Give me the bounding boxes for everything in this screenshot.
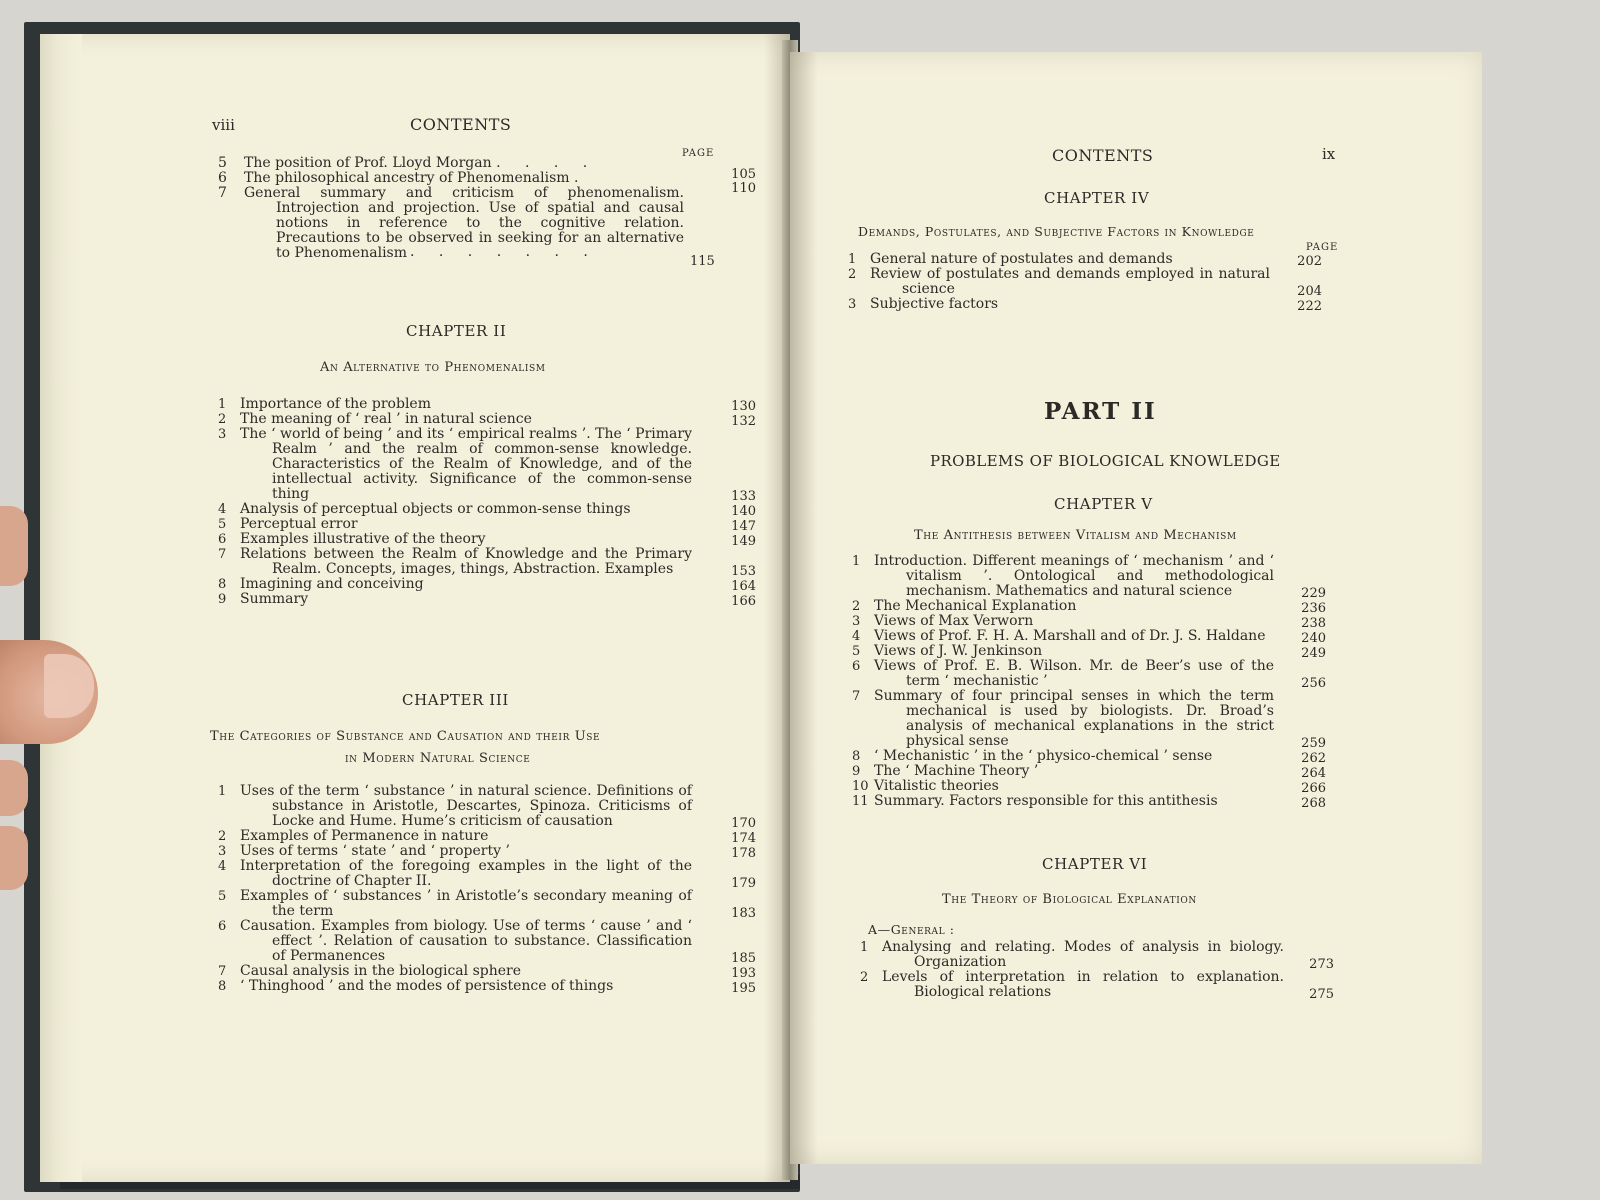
entry-text: The ‘ world of being ’ and its ‘ empirical realms ’. The ‘ Primary Realm ’ and the realm of common-sense knowledge. Characteristics of the Realm of Knowledge, and of the intellectual activity. Significance of the common-sense thing [240,426,692,502]
entry-text: Examples of Permanence in nature [240,828,489,844]
entry-page: 193 [731,966,756,981]
chapter-heading: CHAPTER VI [1042,855,1148,873]
entry-text: Subjective factors [870,296,999,312]
entry-text: Review of postulates and demands employed in natural science [870,266,1270,297]
left-running-head: CONTENTS [410,115,512,134]
entry-number: 7 [218,964,227,979]
entry-page: 259 [1301,736,1326,751]
entry-page: 178 [731,846,756,861]
entry-text: General nature of postulates and demands [870,251,1173,267]
leader-dots: . . . . [496,155,598,171]
entry-text: Uses of the term ‘ substance ’ in natural science. Definitions of substance in Aristotle, Descartes, Spinoza. Criticisms of Locke and Hume. Hume’s criticism of causation [240,783,692,829]
entry-number: 4 [852,629,861,644]
entry-number: 6 [218,532,227,547]
entry-page: 262 [1301,751,1326,766]
entry-page: 195 [731,981,756,996]
entry-number: 1 [848,252,857,267]
entry-page: 166 [731,594,756,609]
entry-text: Views of Prof. F. H. A. Marshall and of Dr. J. S. Haldane [874,628,1266,644]
right-page [790,52,1482,1164]
entry-text: Summary. Factors responsible for this antithesis [874,793,1218,809]
entry-number: 5 [218,155,227,171]
entry-page: 202 [1297,254,1322,269]
entry-text: Examples of ‘ substances ’ in Aristotle’s secondary meaning of the term [240,888,692,919]
entry-text: Views of Prof. E. B. Wilson. Mr. de Beer’s use of the term ‘ mechanistic ’ [874,658,1274,689]
left-page [40,34,790,1182]
entry-text: Causation. Examples from biology. Use of terms ‘ cause ’ and ‘ effect ’. Relation of causation to substance. Classification of Permanences [240,918,692,964]
entry-text: Introduction. Different meanings of ‘ mechanism ’ and ‘ vitalism ’. Ontological and methodological mechanism. Mathematics and natural science [874,553,1274,599]
entry-text: The philosophical ancestry of Phenomenalism [244,170,570,186]
entry-page: 164 [731,579,756,594]
entry-page: 264 [1301,766,1326,781]
entry-page: 174 [731,831,756,846]
entry-text: Examples illustrative of the theory [240,531,486,547]
chapter-title: The Categories of Substance and Causation and their Use [210,729,601,744]
entry-number: 5 [218,517,227,532]
entry-text: ‘ Mechanistic ’ in the ‘ physico-chemical ’ sense [874,748,1213,764]
entry-text: Vitalistic theories [874,778,999,794]
entry-number: 1 [860,940,869,955]
entry-text: Importance of the problem [240,396,431,412]
right-running-head: CONTENTS [1052,146,1154,165]
chapter-heading: CHAPTER II [406,322,507,340]
chapter-heading: CHAPTER III [402,691,509,709]
entry-text: The Mechanical Explanation [874,598,1077,614]
entry-text: Summary [240,591,309,607]
entry-text: ‘ Thinghood ’ and the modes of persistence of things [240,978,614,994]
entry-number: 2 [860,970,869,985]
entry-number: 8 [218,577,227,592]
entry-number: 1 [852,554,861,569]
entry-page: 140 [731,504,756,519]
right-page-label: PAGE [1306,242,1339,253]
entry-number: 7 [218,185,227,201]
entry-text: The ‘ Machine Theory ’ [874,763,1039,779]
entry-number: 10 [852,779,869,794]
left-folio: viii [212,116,235,134]
entry-number: 2 [848,267,857,282]
entry-text: Analysis of perceptual objects or common-sense things [240,501,631,517]
entry-number: 3 [852,614,861,629]
entry-page: 268 [1301,796,1326,811]
entry-number: 6 [218,170,227,186]
entry-page: 204 [1297,284,1322,299]
entry-text: Uses of terms ‘ state ’ and ‘ property ’ [240,843,510,859]
entry-number: 4 [218,502,227,517]
entry-text: Relations between the Realm of Knowledge and the Primary Realm. Concepts, images, things, Abstraction. Examples [240,546,692,577]
entry-text: Analysing and relating. Modes of analysis in biology. Organization [882,939,1284,970]
entry-page: 170 [731,816,756,831]
entry-page: 266 [1301,781,1326,796]
finger [0,826,28,890]
entry-number: 7 [218,547,227,562]
entry-number: 3 [218,844,227,859]
entry-page: 229 [1301,586,1326,601]
entry-text: The meaning of ‘ real ’ in natural science [240,411,532,427]
entry-number: 2 [852,599,861,614]
entry-number: 6 [218,919,227,934]
entry-number: 7 [852,689,861,704]
entry-page: 236 [1301,601,1326,616]
entry-text: Causal analysis in the biological sphere [240,963,522,979]
entry-page: 273 [1309,957,1334,972]
entry-page: 275 [1309,987,1334,1002]
entry-text: Interpretation of the foregoing examples in the light of the doctrine of Chapter II. [240,858,692,889]
entry-page: 185 [731,951,756,966]
entry-number: 4 [218,859,227,874]
chapter-title: Demands, Postulates, and Subjective Factors in Knowledge [858,224,1255,239]
entry-number: 1 [218,397,227,412]
entry-text: General summary and criticism of phenomenalism. Introjection and projection. Use of spatial and causal notions in reference to the cognitive relation. Precautions to be observed in seeking for an alternative to Phenomenalism [244,185,684,261]
entry-page: 115 [690,254,715,269]
entry-page: 249 [1301,646,1326,661]
entry-number: 2 [218,412,227,427]
entry-page: 238 [1301,616,1326,631]
leader-dots: . [574,170,589,186]
entry-number: 5 [852,644,861,659]
chapter-heading: CHAPTER V [1054,495,1153,513]
entry-number: 5 [218,889,227,904]
entry-text: The position of Prof. Lloyd Morgan [244,155,492,171]
entry-page: 153 [731,564,756,579]
entry-page: 132 [731,414,756,429]
entry-page: 183 [731,906,756,921]
left-page-label: PAGE [682,148,715,159]
entry-page: 256 [1301,676,1326,691]
chapter-heading: CHAPTER IV [1044,189,1150,207]
entry-number: 3 [218,427,227,442]
entry-text: Summary of four principal senses in which the term mechanical is used by biologists. Dr. Broad’s analysis of mechanical explanations in the strict physical sense [874,688,1274,749]
entry-number: 8 [852,749,861,764]
entry-number: 9 [218,592,227,607]
finger [0,760,28,816]
finger [0,506,28,586]
entry-number: 1 [218,784,227,799]
chapter-title: An Alternative to Phenomenalism [320,360,546,375]
entry-page: 149 [731,534,756,549]
entry-number: 6 [852,659,861,674]
entry-text: Perceptual error [240,516,358,532]
entry-page: 133 [731,489,756,504]
entry-text: Levels of interpretation in relation to explanation. Biological relations [882,969,1284,1000]
entry-number: 9 [852,764,861,779]
entry-page: 179 [731,876,756,891]
entry-page: 110 [731,181,756,196]
entry-text: Views of Max Verworn [874,613,1034,629]
entry-page: 222 [1297,299,1322,314]
entry-number: 11 [852,794,869,809]
entry-number: 2 [218,829,227,844]
part-heading: PART II [1044,398,1157,425]
chapter-title: The Theory of Biological Explanation [942,892,1197,907]
leader-dots: . . . . . . . [410,244,598,260]
chapter-title-cont: in Modern Natural Science [345,751,531,766]
entry-number: 3 [848,297,857,312]
right-folio: ix [1322,145,1336,163]
entry-page: 105 [731,167,756,182]
chapter-title: The Antithesis between Vitalism and Mechanism [914,528,1237,543]
part-title: PROBLEMS OF BIOLOGICAL KNOWLEDGE [930,452,1281,470]
entry-page: 147 [731,519,756,534]
entry-text: Views of J. W. Jenkinson [874,643,1043,659]
entry-page: 240 [1301,631,1326,646]
entry-number: 8 [218,979,227,994]
entry-text: Imagining and conceiving [240,576,424,592]
section-label: A—General : [868,922,955,937]
entry-page: 130 [731,399,756,414]
